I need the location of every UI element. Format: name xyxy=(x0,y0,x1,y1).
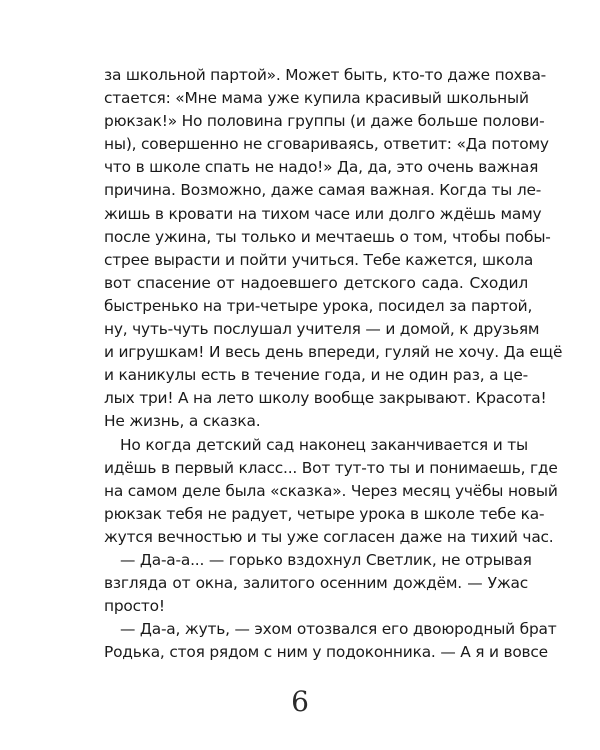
text-line: стрее вырасти и пойти учиться. Тебе кажется, школа xyxy=(104,250,534,269)
text-line: за школьной партой». Может быть, кто-то даже похва- xyxy=(104,66,547,84)
text-line: рюкзак тебя не радует, четыре урока в школе тебе ка- xyxy=(104,504,545,523)
text-line: и каникулы есть в течение года, и не один раз, а це- xyxy=(104,366,528,385)
text-line: — Да-а, жуть, — эхом отозвался его двоюродный брат xyxy=(120,620,557,639)
text-line: вот спасение от надоевшего детского сада. Сходил xyxy=(104,273,528,292)
text-line: жутся вечностью и ты уже согласен даже на тихий час. xyxy=(104,527,554,546)
text-line: Но когда детский сад наконец заканчивается и ты xyxy=(120,435,528,454)
text-line: ны), совершенно не сговариваясь, ответит: «Да потому xyxy=(104,135,549,154)
text-line: причина. Возможно, даже самая важная. Когда ты ле- xyxy=(104,181,542,200)
text-line: после ужина, ты только и мечтаешь о том, чтобы побы- xyxy=(104,227,551,246)
text-line: лых три! А на лето школу вообще закрывают. Красота! xyxy=(104,389,547,408)
text-line: стается: «Мне мама уже купила красивый школьный xyxy=(104,89,529,108)
paragraph xyxy=(104,434,558,549)
text-line: на самом деле была «сказка». Через месяц учёбы новый xyxy=(104,481,558,500)
page-number: 6 xyxy=(291,685,309,718)
text-line: — Да-а-а... — горько вздохнул Светлик, не отрывая xyxy=(120,550,532,569)
book-page-text xyxy=(104,64,563,664)
paragraph xyxy=(104,618,557,664)
text-line: Не жизнь, а сказка. xyxy=(104,412,261,431)
text-line: рюкзак!» Но половина группы (и даже больше полови- xyxy=(104,112,545,131)
text-line: что в школе спать не надо!» Да, да, это очень важная xyxy=(104,158,539,177)
text-line: идёшь в первый класс... Вот тут-то ты и понимаешь, где xyxy=(104,458,558,477)
text-line: и игрушкам! И весь день впереди, гуляй не хочу. Да ещё xyxy=(104,343,563,362)
text-line: Родька, стоя рядом с ним у подоконника. — А я и вовсе xyxy=(104,643,548,662)
text-line: быстренько на три-четыре урока, посидел за партой, xyxy=(104,296,533,315)
paragraph xyxy=(104,64,563,434)
text-line: жишь в кровати на тихом часе или долго ждёшь маму xyxy=(104,204,542,223)
text-line: взгляда от окна, залитого осенним дождём. — Ужас xyxy=(104,574,528,593)
text-line: ну, чуть-чуть послушал учителя — и домой, к друзьям xyxy=(104,320,540,339)
paragraph xyxy=(104,549,532,618)
text-line: просто! xyxy=(104,597,165,616)
